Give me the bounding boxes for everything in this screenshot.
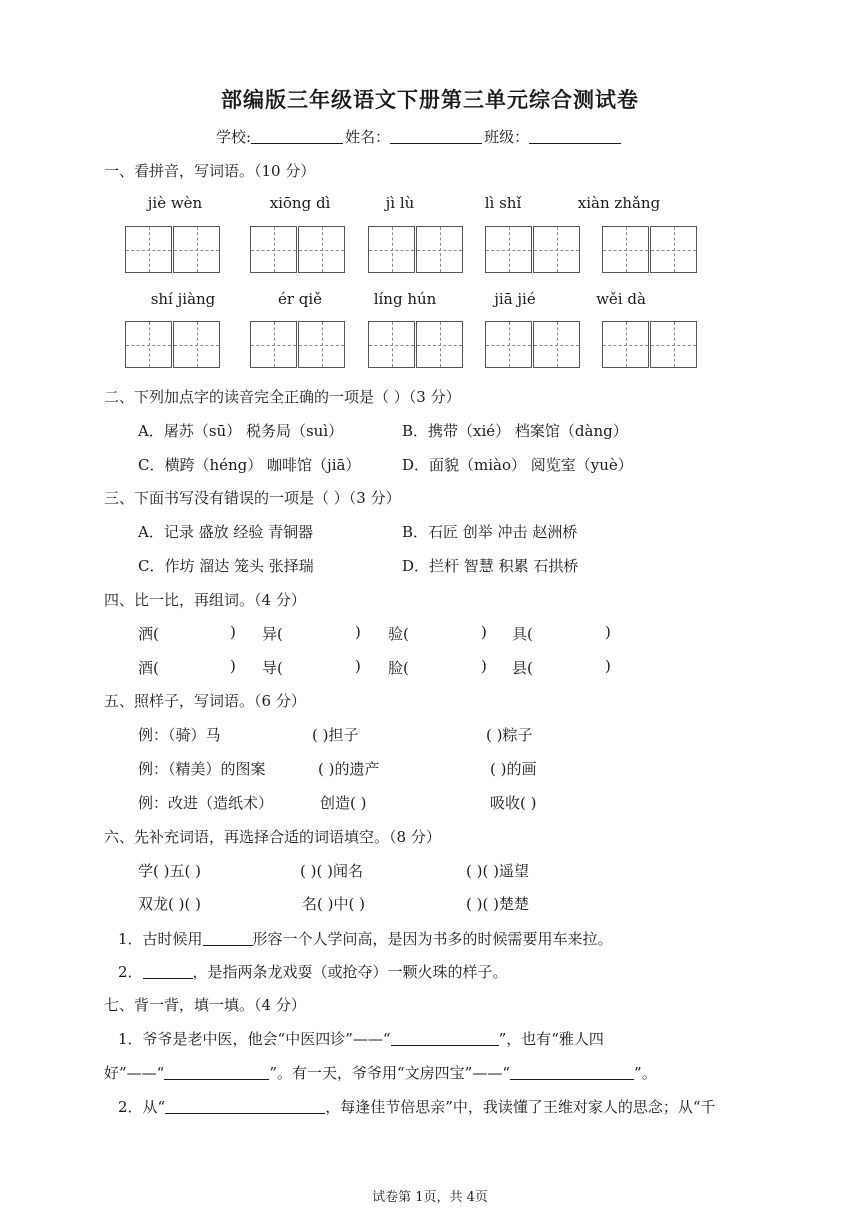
- page-title: 部编版三年级语文下册第三单元综合测试卷: [221, 87, 639, 112]
- q4-close: ): [605, 623, 611, 641]
- writing-grid-4[interactable]: [485, 226, 580, 273]
- school-label: 学校:: [216, 128, 252, 146]
- q7-blank-4[interactable]: [165, 1099, 325, 1114]
- q5-blank-1: ( )担子: [312, 726, 359, 744]
- q4-close: ): [605, 657, 611, 675]
- q2-option-d: D．面貌（miào） 阅览室（yuè）: [402, 456, 633, 474]
- pinyin-7: ér qiě: [277, 290, 323, 308]
- q4-close: ): [355, 623, 361, 641]
- q7-heading: 七、背一背，填一填。（4 分）: [104, 996, 306, 1014]
- q2-option-b: B．携带（xié） 档案馆（dàng）: [402, 422, 628, 440]
- pinyin-6: shí jiàng: [150, 290, 216, 308]
- q7-s1-text-a: 1．爷爷是老中医，他会“中医四诊”——“: [118, 1030, 391, 1048]
- name-label: 姓名：: [345, 128, 391, 146]
- q2-heading: 二、下列加点字的读音完全正确的一项是（ ）（3 分）: [104, 388, 461, 406]
- q4-item-8: 县(: [512, 659, 533, 677]
- q6-s1-text-a: 1．古时候用: [118, 930, 203, 948]
- class-label: 班级：: [484, 128, 530, 146]
- student-info: [216, 126, 623, 147]
- q5-blank-4: ( )的画: [490, 760, 537, 778]
- pinyin-1: jiè wèn: [147, 194, 203, 212]
- q6-idiom-6: ( )( )楚楚: [466, 895, 529, 913]
- q6-idiom-1: 学( )五( ): [138, 862, 201, 880]
- q4-item-6: 导(: [262, 659, 283, 677]
- pinyin-2: xiōng dì: [269, 194, 331, 212]
- q4-close: ): [355, 657, 361, 675]
- q5-heading: 五、照样子，写词语。（6 分）: [104, 692, 306, 710]
- q5-example-1: 例：（骑）马: [138, 726, 221, 744]
- q7-blank-3[interactable]: [510, 1065, 634, 1080]
- pinyin-3: jì lù: [385, 194, 415, 212]
- q5-blank-5: 创造( ): [320, 794, 367, 812]
- q3-option-c: C．作坊 溜达 笼头 张择瑞: [138, 557, 314, 575]
- q7-sentence-1-cont: [104, 1062, 657, 1083]
- q5-blank-3: ( )的遗产: [318, 760, 380, 778]
- pinyin-10: wěi dà: [596, 290, 646, 308]
- q7-s1-text-d: ”。有一天，爷爷用“文房四宝”——“: [269, 1064, 511, 1082]
- q6-sentence-2: [118, 961, 508, 982]
- writing-grid-3[interactable]: [368, 226, 463, 273]
- writing-grid-9[interactable]: [485, 321, 580, 368]
- q6-s1-text-b: 形容一个人学问高，是因为书多的时候需要用车来拉。: [252, 930, 613, 948]
- q1-heading: 一、看拼音，写词语。（10 分）: [104, 162, 316, 180]
- q3-option-b: B．石匠 创举 冲击 赵洲桥: [402, 523, 578, 541]
- writing-grid-1[interactable]: [125, 226, 220, 273]
- class-blank[interactable]: [529, 129, 621, 144]
- q6-idiom-4: 双龙( )( ): [138, 895, 201, 913]
- writing-grid-2[interactable]: [250, 226, 345, 273]
- school-blank[interactable]: [251, 129, 343, 144]
- q7-s1-text-b: ”，也有“雅人四: [498, 1030, 604, 1048]
- q7-s1-text-c: 好”——“: [104, 1064, 165, 1082]
- pinyin-8: líng hún: [373, 290, 437, 308]
- pinyin-5: xiàn zhǎng: [577, 194, 661, 212]
- q3-option-d: D．拦杆 智慧 积累 石拱桥: [402, 557, 579, 575]
- q7-blank-1[interactable]: [391, 1031, 499, 1046]
- q5-blank-2: ( )粽子: [486, 726, 533, 744]
- q4-item-2: 异(: [262, 625, 283, 643]
- q7-blank-2[interactable]: [164, 1065, 269, 1080]
- writing-grid-5[interactable]: [602, 226, 697, 273]
- q6-idiom-2: ( )( )闻名: [300, 862, 363, 880]
- q6-heading: 六、先补充词语，再选择合适的词语填空。（8 分）: [104, 828, 441, 846]
- pinyin-9: jiā jié: [494, 290, 536, 308]
- q3-heading: 三、下面书写没有错误的一项是（ ）（3 分）: [104, 489, 401, 507]
- q6-s1-blank[interactable]: [203, 931, 253, 946]
- page-footer: 试卷第 1页，共 4页: [372, 1190, 488, 1205]
- pinyin-4: lì shǐ: [484, 194, 522, 212]
- q6-s2-blank[interactable]: [143, 964, 193, 979]
- q4-item-3: 验(: [388, 625, 409, 643]
- q7-s2-text-b: ，每逢佳节倍思亲”中，我读懂了王维对家人的思念；从“千: [325, 1098, 716, 1116]
- writing-grid-6[interactable]: [125, 321, 220, 368]
- q4-item-7: 脸(: [388, 659, 409, 677]
- writing-grid-7[interactable]: [250, 321, 345, 368]
- q4-item-1: 洒(: [138, 625, 159, 643]
- q5-blank-6: 吸收( ): [490, 794, 537, 812]
- q6-idiom-3: ( )( )遥望: [466, 862, 529, 880]
- q3-option-a: A．记录 盛放 经验 青铜器: [138, 523, 314, 541]
- q7-sentence-1: [118, 1028, 604, 1049]
- q5-example-2: 例：（精美）的图案: [138, 760, 266, 778]
- q4-heading: 四、比一比，再组词。（4 分）: [104, 591, 306, 609]
- q4-item-5: 酒(: [138, 659, 159, 677]
- q4-close: ): [481, 657, 487, 675]
- q4-close: ): [230, 623, 236, 641]
- q6-idiom-5: 名( )中( ): [302, 895, 365, 913]
- q4-close: ): [230, 657, 236, 675]
- q6-sentence-1: [118, 928, 613, 949]
- q2-option-a: A．屠苏（sū） 税务局（suì）: [138, 422, 344, 440]
- q2-option-c: C．横跨（héng） 咖啡馆（jiā）: [138, 456, 361, 474]
- name-blank[interactable]: [390, 129, 482, 144]
- q7-s2-text-a: 2．从“: [118, 1098, 166, 1116]
- q6-s2-text-b: ，是指两条龙戏耍（或抢夺）一颗火珠的样子。: [192, 963, 508, 981]
- writing-grid-8[interactable]: [368, 321, 463, 368]
- q4-close: ): [481, 623, 487, 641]
- q7-sentence-2: [118, 1096, 716, 1117]
- q5-example-3: 例：改进（造纸术）: [138, 794, 274, 812]
- q6-s2-text-a: 2．: [118, 963, 143, 981]
- q7-s1-text-e: ”。: [634, 1064, 657, 1082]
- writing-grid-10[interactable]: [602, 321, 697, 368]
- q4-item-4: 具(: [512, 625, 533, 643]
